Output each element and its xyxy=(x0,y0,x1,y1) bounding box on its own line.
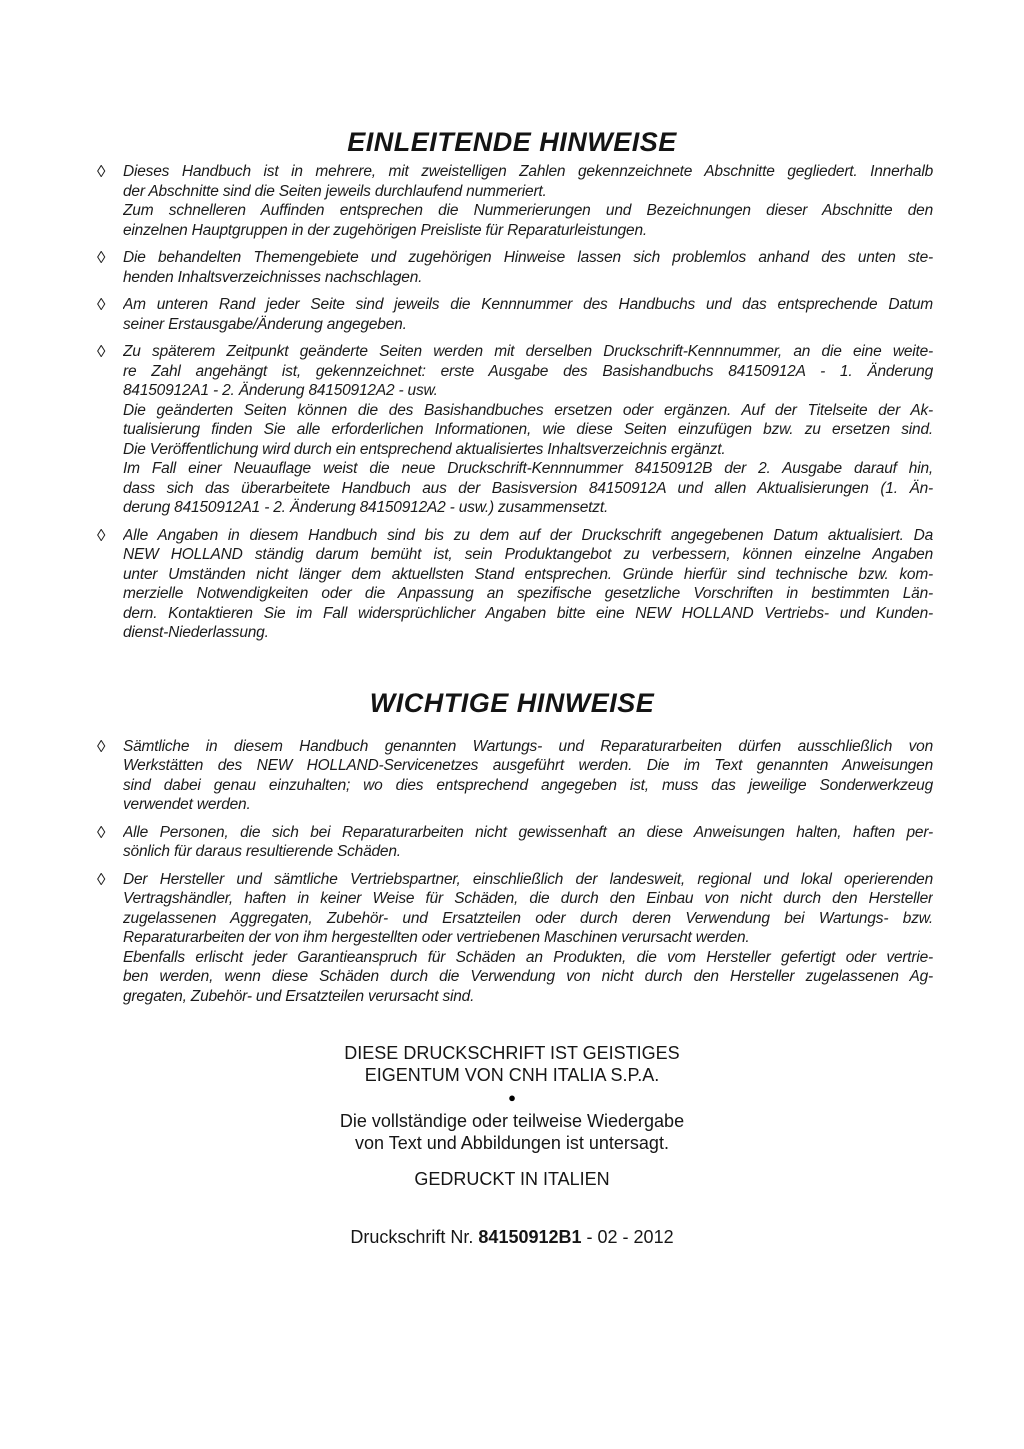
text-line: der Abschnitte sind die Seiten jeweils durchlaufend nummeriert. xyxy=(123,182,547,200)
diamond-bullet-icon: ◊ xyxy=(97,869,106,889)
text-line: Im Fall einer Neuauflage weist die neue Druckschrift-Kennnummer 84150912B der 2. Ausgabe darauf hin, xyxy=(123,460,933,477)
bullet-item xyxy=(97,736,933,815)
copyright-line: DIESE DRUCKSCHRIFT IST GEISTIGES xyxy=(344,1043,680,1063)
copyright-line: EIGENTUM VON CNH ITALIA S.P.A. xyxy=(364,1065,660,1085)
print-ref-suffix: - 02 - 2012 xyxy=(581,1227,674,1247)
text-line: 84150912A1 - 2. Änderung 84150912A2 - usw. xyxy=(123,382,438,399)
text-line: Reparaturarbeiten der von ihm hergestellten oder vertriebenen Maschinen verursacht werden. xyxy=(123,929,750,946)
print-ref-prefix: Druckschrift Nr. xyxy=(350,1227,479,1247)
diamond-bullet-icon: ◊ xyxy=(97,736,106,756)
diamond-bullet-icon: ◊ xyxy=(97,822,106,842)
bullet-item xyxy=(97,869,933,1007)
text-line: Alle Personen, die sich bei Reparaturarbeiten nicht gewissenhaft an diese Anweisungen halten, haften per- xyxy=(123,823,933,841)
bullet-item xyxy=(97,248,933,287)
bullet-item-text xyxy=(123,162,933,240)
text-line: NEW HOLLAND ständig darum bemüht ist, sein Produktangebot zu verbessern, können einzelne Angaben xyxy=(123,546,933,563)
reproduction-notice-line: von Text und Abbildungen ist untersagt. xyxy=(355,1133,669,1153)
bullet-item-text xyxy=(123,737,933,815)
bullet-item xyxy=(97,295,933,334)
text-line: dienst-Niederlassung. xyxy=(123,624,269,641)
text-line: Die geänderten Seiten können die des Basishandbuches ersetzen oder ergänzen. Auf der Titelseite der Ak- xyxy=(123,401,933,419)
diamond-bullet-icon: ◊ xyxy=(97,295,106,314)
text-line: henden Inhaltsverzeichnisses nachschlagen. xyxy=(123,268,423,286)
text-line: re Zahl angehängt ist, gekennzeichnet: erste Ausgabe des Basishandbuchs 84150912A - 1. Änderung xyxy=(123,362,933,380)
text-line: Ebenfalls erlischt jeder Garantieanspruch für Schäden an Produkten, die vom Hersteller gefertigt oder vertrie- xyxy=(123,948,933,966)
bullet-item-text xyxy=(123,823,933,862)
text-line: Werkstätten des NEW HOLLAND-Servicenetzes ausgeführt werden. Die im Text genannten Anweisungen xyxy=(123,757,933,774)
separator-dot-icon: ● xyxy=(508,1090,516,1105)
text-line: zugelassenen Aggregaten, Zubehör- und Ersatzteilen oder durch deren Verwendung bei Wartungs- bzw. xyxy=(123,909,933,927)
text-line: ben werden, wenn diese Schäden durch die Verwendung von nicht durch den Hersteller zugelassenen Ag- xyxy=(123,968,933,985)
diamond-bullet-icon: ◊ xyxy=(97,525,106,545)
text-line: dass sich das überarbeitete Handbuch aus der Basisversion 84150912A und allen Aktualisierungen (1. Än- xyxy=(123,479,933,497)
section-title-wichtige-hinweise: WICHTIGE HINWEISE xyxy=(369,687,655,718)
text-line: merzielle Notwendigkeiten oder die Anpassung an spezifische gesetzliche Vorschriften in bestimmten Län- xyxy=(123,585,933,602)
print-ref-number: 84150912B1 xyxy=(478,1227,582,1247)
reproduction-notice-line: Die vollständige oder teilweise Wiedergabe xyxy=(339,1111,685,1131)
bullet-item xyxy=(97,822,933,862)
text-line: Sämtliche in diesem Handbuch genannten Wartungs- und Reparaturarbeiten dürfen ausschließlich von xyxy=(123,737,933,755)
text-line: Zum schnelleren Auffinden entsprechen die Nummerierungen und Bezeichnungen dieser Abschnitte den xyxy=(123,202,933,219)
text-line: derung 84150912A1 - 2. Änderung 84150912A2 - usw.) zusammensetzt. xyxy=(123,499,609,516)
section-title-einleitende-hinweise: EINLEITENDE HINWEISE xyxy=(347,127,677,157)
text-line: Am unteren Rand jeder Seite sind jeweils die Kennnummer des Handbuchs und das entsprechende Datum xyxy=(123,296,933,313)
text-line: Die Veröffentlichung wird durch ein entsprechend aktualisiertes Inhaltsverzeichnis ergänzt. xyxy=(123,440,726,458)
text-line: einzelnen Hauptgruppen in der zugehörigen Preisliste für Reparaturleistungen. xyxy=(123,221,647,239)
diamond-bullet-icon: ◊ xyxy=(97,162,106,181)
bullet-list-einleitende-hinweise xyxy=(97,162,933,643)
bullet-item xyxy=(97,342,933,518)
printed-in-line: GEDRUCKT IN ITALIEN xyxy=(414,1169,610,1189)
text-line: gregaten, Zubehör- und Ersatzteilen verursacht sind. xyxy=(123,987,475,1005)
text-line: unter Umständen nicht länger dem aktuellsten Stand entsprechen. Gründe hierfür sind technische bzw. kom- xyxy=(123,565,933,583)
text-line: verwendet werden. xyxy=(123,796,251,813)
imprint-footer xyxy=(0,1042,1024,1248)
bullet-item-text xyxy=(123,526,933,643)
text-line: seiner Erstausgabe/Änderung angegeben. xyxy=(123,315,407,333)
bullet-list-wichtige-hinweise xyxy=(97,736,933,1007)
text-line: Zu späterem Zeitpunkt geänderte Seiten werden mit derselben Druckschrift-Kennnummer, an die eine weite- xyxy=(123,343,933,360)
bullet-item-text xyxy=(123,248,933,287)
text-line: sönlich für daraus resultierende Schäden. xyxy=(123,843,401,860)
print-reference-line xyxy=(0,1226,1024,1248)
text-line: dern. Kontaktieren Sie im Fall widersprüchlicher Angaben bitte eine NEW HOLLAND Vertriebs- und Kunden- xyxy=(123,604,933,622)
diamond-bullet-icon: ◊ xyxy=(97,342,106,361)
bullet-item-text xyxy=(123,295,933,334)
bullet-item-text xyxy=(123,870,933,1007)
text-line: Alle Angaben in diesem Handbuch sind bis zu dem auf der Druckschrift angegebenen Datum aktualisiert. Da xyxy=(123,526,933,544)
text-line: Vertragshändler, haften in keiner Weise für Schäden, die durch den Einbau von nicht durch den Hersteller xyxy=(123,890,933,907)
text-line: Die behandelten Themengebiete und zugehörigen Hinweise lassen sich problemlos anhand des unten ste- xyxy=(123,249,933,266)
bullet-item xyxy=(97,162,933,240)
diamond-bullet-icon: ◊ xyxy=(97,248,106,267)
bullet-item-text xyxy=(123,342,933,518)
bullet-item xyxy=(97,525,933,643)
text-line: tualisierung finden Sie alle erforderlichen Informationen, wie diese Seiten einzufügen bzw. zu ersetzen sind. xyxy=(123,421,933,438)
text-line: sind dabei genau einzuhalten; wo dies entsprechend angegeben ist, muss das jeweilige Sonderwerkzeug xyxy=(123,776,933,794)
text-line: Der Hersteller und sämtliche Vertriebspartner, einschließlich der landesweit, regional und lokal operierenden xyxy=(123,870,933,888)
text-line: Dieses Handbuch ist in mehrere, mit zweistelligen Zahlen gekennzeichnete Abschnitte gegliedert. Innerhalb xyxy=(123,163,933,180)
